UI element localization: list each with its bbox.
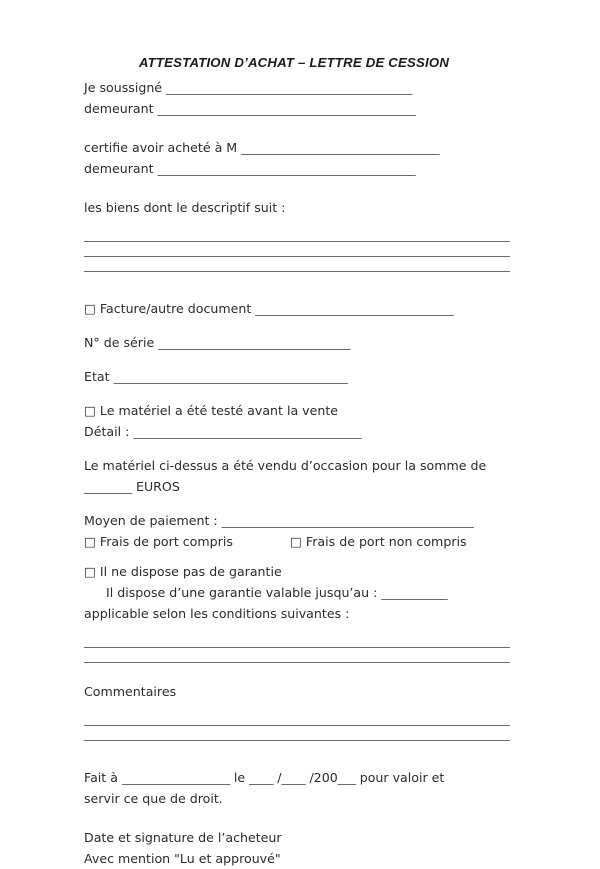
field-port-compris (84, 531, 290, 552)
field-soussigne-blank[interactable]: _________________________________________ (166, 80, 412, 95)
field-soussigne-label: Je soussigné (84, 80, 167, 95)
field-teste-label: Le matériel a été testé avant la vente (95, 403, 339, 418)
checkbox-sans-garantie[interactable]: □ (84, 564, 96, 579)
field-demeurant-2-blank[interactable]: ___________________________________________ (157, 161, 416, 176)
field-somme-blank[interactable]: ________ (84, 479, 132, 494)
field-fait-a-sep1: / (273, 770, 282, 785)
field-signature-line1: Date et signature de l’acheteur (84, 830, 282, 845)
field-fait-a-annee-blank[interactable]: ___ (337, 770, 356, 785)
field-detail (84, 421, 510, 442)
field-facture (84, 298, 510, 319)
field-detail-blank[interactable]: ______________________________________ (133, 424, 362, 439)
commentaires-rule-2[interactable]: _______________________________________________________________________ (84, 726, 510, 741)
field-fait-a-suffix: pour valoir et (355, 770, 445, 785)
field-sans-garantie (84, 561, 510, 582)
field-etat (84, 366, 510, 387)
descriptif-rule-2[interactable]: _______________________________________________________________________ (84, 242, 510, 257)
field-certifie-label: certifie avoir acheté à M (84, 140, 242, 155)
conditions-rule-2[interactable]: _______________________________________________________________________ (84, 648, 510, 663)
field-certifie-blank[interactable]: _________________________________ (241, 140, 440, 155)
field-paiement (84, 510, 510, 531)
field-somme-currency: EUROS (131, 479, 180, 494)
field-avec-garantie-blank[interactable]: ___________ (381, 585, 448, 600)
field-demeurant-2 (84, 158, 510, 179)
conditions-rule-1[interactable]: _______________________________________________________________________ (84, 633, 510, 648)
field-teste (84, 400, 510, 421)
field-etat-label: Etat (84, 369, 114, 384)
checkbox-port-non-compris[interactable]: □ (290, 534, 302, 549)
field-certifie (84, 137, 510, 158)
field-serie (84, 332, 510, 353)
field-frais-de-port-row (84, 531, 510, 552)
field-facture-label: Facture/autre document (95, 301, 256, 316)
field-fait-a (84, 767, 510, 788)
field-sans-garantie-label: Il ne dispose pas de garantie (95, 564, 282, 579)
field-port-compris-label: Frais de port compris (95, 534, 233, 549)
field-somme-line2 (84, 476, 510, 497)
field-soussigne (84, 77, 510, 98)
field-demeurant-2-label: demeurant (84, 161, 158, 176)
field-demeurant-1 (84, 98, 510, 119)
field-somme-line1: Le matériel ci-dessus a été vendu d’occasion pour la somme de (84, 458, 487, 473)
field-serie-label: N° de série (84, 335, 159, 350)
field-etat-blank[interactable]: _______________________________________ (113, 369, 348, 384)
field-fait-a-sep2: /200 (305, 770, 338, 785)
checkbox-teste[interactable]: □ (84, 403, 96, 418)
field-demeurant-1-label: demeurant (84, 101, 158, 116)
field-demeurant-1-blank[interactable]: ___________________________________________ (157, 101, 416, 116)
field-fait-a-lieu-blank[interactable]: __________________ (121, 770, 230, 785)
field-facture-blank[interactable]: _________________________________ (255, 301, 454, 316)
field-avec-garantie-label: Il dispose d’une garantie valable jusqu’au : (106, 585, 382, 600)
checkbox-port-compris[interactable]: □ (84, 534, 96, 549)
descriptif-rule-3[interactable]: _______________________________________________________________________ (84, 257, 510, 272)
field-serie-blank[interactable]: ________________________________ (158, 335, 351, 350)
field-fait-a-jour-blank[interactable]: ____ (249, 770, 274, 785)
page-title: ATTESTATION D’ACHAT – LETTRE DE CESSION (138, 55, 450, 70)
field-fait-a-mois-blank[interactable]: ____ (281, 770, 306, 785)
field-port-non-compris (290, 531, 510, 552)
field-detail-label: Détail : (84, 424, 134, 439)
descriptif-rule-1[interactable]: _______________________________________________________________________ (84, 227, 510, 242)
commentaires-rule-1[interactable]: _______________________________________________________________________ (84, 711, 510, 726)
field-avec-garantie (84, 582, 510, 603)
field-conditions-label: applicable selon les conditions suivantes : (84, 606, 350, 621)
field-fait-a-le: le (229, 770, 250, 785)
field-fait-a-prefix: Fait à (84, 770, 122, 785)
field-signature-line2: Avec mention "Lu et approuvé" (84, 851, 281, 866)
field-port-non-compris-label: Frais de port non compris (301, 534, 467, 549)
field-fait-a-line2: servir ce que de droit. (84, 791, 223, 806)
checkbox-facture[interactable]: □ (84, 301, 96, 316)
field-paiement-label: Moyen de paiement : (84, 513, 222, 528)
field-descriptif-label: les biens dont le descriptif suit : (84, 200, 286, 215)
field-paiement-blank[interactable]: __________________________________________ (221, 513, 474, 528)
field-commentaires-label: Commentaires (84, 684, 177, 699)
